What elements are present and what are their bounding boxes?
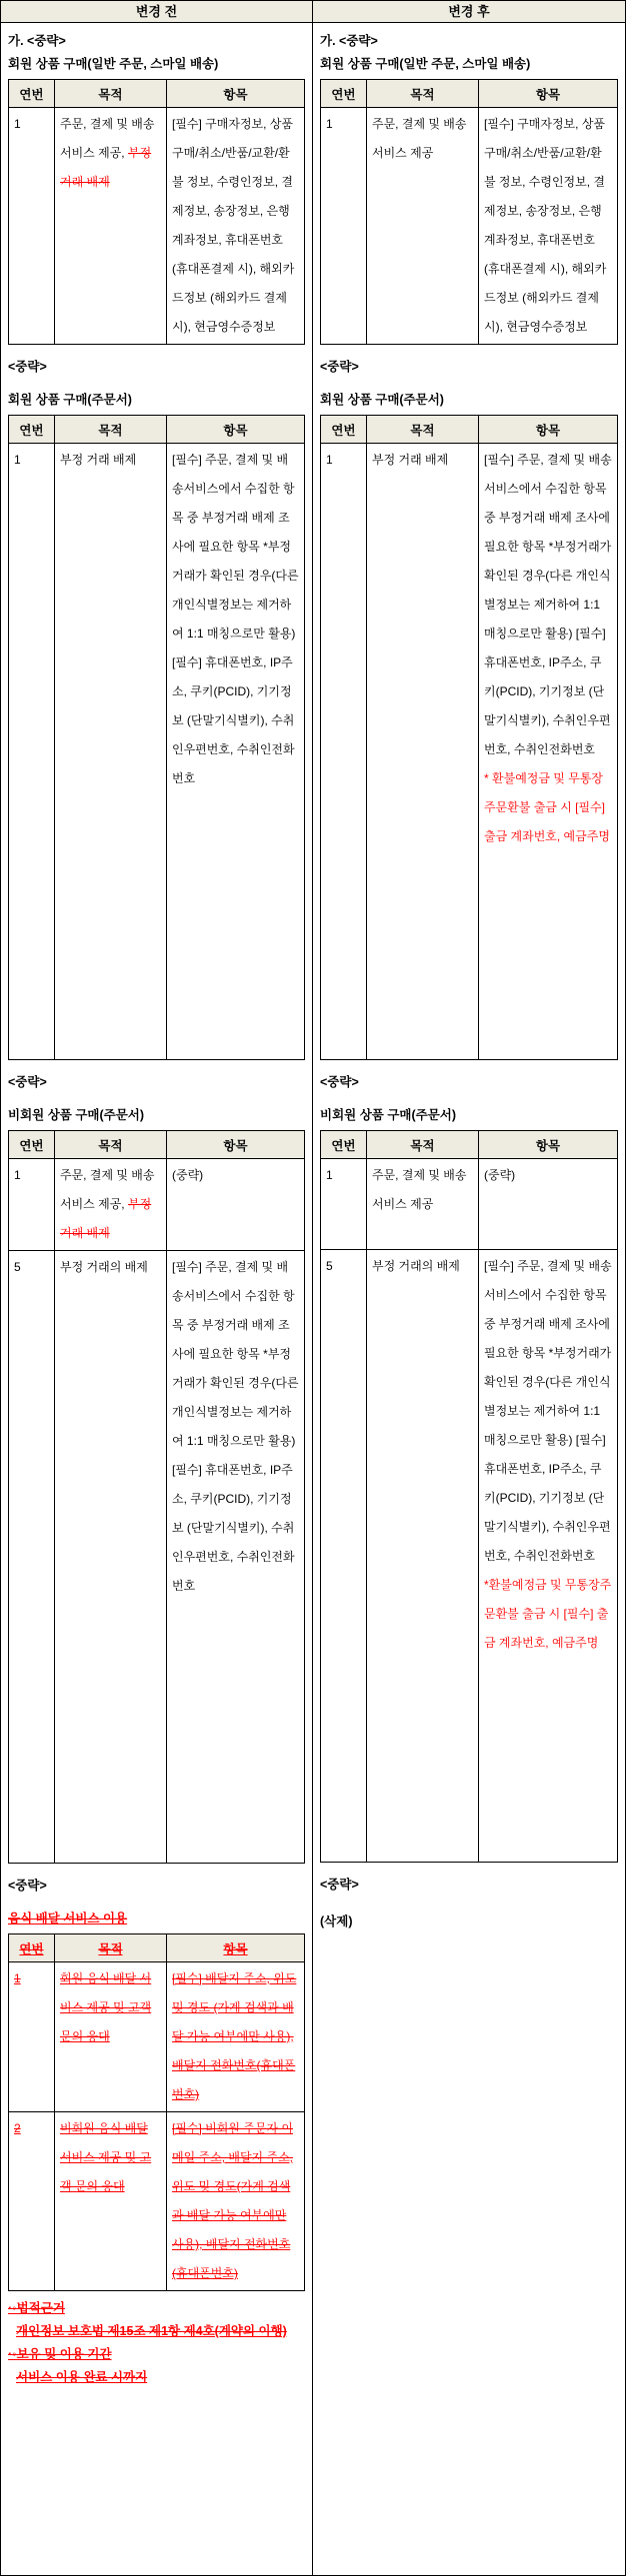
table-row: [9, 1962, 305, 2112]
ellipsis-line: <중략>: [8, 1075, 47, 1089]
col-header-no: 연번: [321, 80, 367, 108]
cell-no: 1: [321, 444, 367, 1060]
table-row: [9, 2112, 305, 2291]
section-title-food-delivery-deleted: 음식 배달 서비스 이용: [8, 1912, 128, 1926]
items-added-text: *환불예정금 및 무통장주문환불 출금 시 [필수] 출금 계좌번호, 예금주명: [484, 1578, 612, 1650]
purpose-deleted-text: 부정 거래 배제: [60, 1197, 152, 1240]
ellipsis-line: <중략>: [8, 1879, 47, 1893]
purpose-text: 주문, 결제 및 배송 서비스 제공,: [60, 1168, 155, 1211]
col-header-no: 연번: [321, 416, 367, 444]
col-header-no: 연번: [9, 1131, 55, 1159]
cell-purpose: 부정 거래 배제: [55, 444, 167, 1060]
table-header-row: [321, 80, 618, 108]
ellipsis-line: <중략>: [320, 1075, 359, 1089]
section-title-nonmember-order: 비회원 상품 구매(주문서): [8, 1108, 145, 1122]
cell-purpose: 주문, 결제 및 배송 서비스 제공: [367, 1159, 479, 1250]
deleted-marker: (삭제): [320, 1915, 353, 1929]
cell-no: 1: [9, 108, 55, 345]
table-row: [9, 1251, 305, 1864]
section-title-member-smile: 회원 상품 구매(일반 주문, 스마일 배송): [320, 57, 531, 71]
table-header-row: [321, 416, 618, 444]
table-row: [9, 444, 305, 1060]
cell-purpose: 부정 거래의 배제: [367, 1250, 479, 1863]
cell-no: 2: [9, 2112, 55, 2291]
legal-basis-deleted-block: [8, 2297, 305, 2389]
before-column-body: [1, 23, 312, 2393]
cell-no: 1: [321, 108, 367, 345]
col-header-no: 연번: [321, 1131, 367, 1159]
col-header-purpose: 목적: [55, 80, 167, 108]
cell-items: (중략): [479, 1159, 618, 1250]
table-header-row: [9, 1934, 305, 1962]
col-header-items: 항목: [167, 416, 305, 444]
col-header-purpose: 목적: [367, 80, 479, 108]
purpose-deleted-text: 부정 거래 배제: [60, 146, 152, 189]
ellipsis-line: <중략>: [320, 360, 359, 374]
table-member-order-before: [8, 415, 305, 1060]
cell-purpose: [55, 108, 167, 345]
table-header-row: [9, 416, 305, 444]
cell-purpose: [55, 1159, 167, 1251]
cell-items: [필수] 주문, 결제 및 배송서비스에서 수집한 항목 중 부정거래 배제 조사에 필요한 항목 *부정거래가 확인된 경우(다른 개인식별정보는 제거하여 1:1 매칭으로만 활용) [필수] 휴대폰번호, IP주소, 쿠키(PCID), 기기정보 (단말기식별키), 수취인우편번호, 수취인전화번호: [167, 444, 305, 1060]
items-text: [필수] 주문, 결제 및 배송서비스에서 수집한 항목 중 부정거래 배제 조사에 필요한 항목 *부정거래가 확인된 경우(다른 개인식별정보는 제거하여 1:1 매칭으로만 활용) [필수] 휴대폰번호, IP주소, 쿠키(PCID), 기기정보 (단말기식별키), 수취인우편번호, 수취인전화번호: [484, 453, 612, 756]
col-header-items: 항목: [167, 80, 305, 108]
intro-line: 가. <중략>: [8, 34, 66, 48]
table-nonmember-order-before: [8, 1130, 305, 1864]
before-column: [1, 1, 313, 2575]
cell-items: [479, 1250, 618, 1863]
col-header-items: 항목: [479, 80, 618, 108]
cell-items: [필수] 구매자정보, 상품 구매/취소/반품/교환/환불 정보, 수령인정보, 결제정보, 송장정보, 은행계좌정보, 휴대폰번호 (휴대폰결제 시), 해외카드정보 (해외카드 결제 시), 현금영수증정보: [167, 108, 305, 345]
col-header-items: 항목: [479, 416, 618, 444]
items-added-text: * 환불예정금 및 무통장주문환불 출금 시 [필수] 출금 계좌번호, 예금주명: [484, 771, 610, 843]
cell-items: [필수] 배달지 주소, 위도 및 경도 (가게 검색과 배달 가능 여부에만 사용), 배달지 전화번호(휴대폰번호): [167, 1962, 305, 2112]
col-header-no: 연번: [9, 416, 55, 444]
col-header-purpose: 목적: [55, 1934, 167, 1962]
before-column-header: 변경 전: [1, 1, 312, 23]
table-row: [321, 1159, 618, 1250]
col-header-purpose: 목적: [367, 416, 479, 444]
table-header-row: [321, 1131, 618, 1159]
cell-items: (중략): [167, 1159, 305, 1251]
cell-purpose: 회원 음식 배달 서비스 제공 및 고객 문의 응대: [55, 1962, 167, 2112]
col-header-no: 연번: [9, 1934, 55, 1962]
items-text: [필수] 주문, 결제 및 배송서비스에서 수집한 항목 중 부정거래 배제 조사에 필요한 항목 *부정거래가 확인된 경우(다른 개인식별정보는 제거하여 1:1 매칭으로만 활용) [필수] 휴대폰번호, IP주소, 쿠키(PCID), 기기정보 (단말기식별키), 수취인우편번호, 수취인전화번호: [484, 1259, 612, 1563]
table-header-row: [9, 1131, 305, 1159]
section-title-member-order: 회원 상품 구매(주문서): [320, 393, 444, 407]
col-header-purpose: 목적: [367, 1131, 479, 1159]
after-column-header: 변경 후: [313, 1, 625, 23]
section-title-member-smile: 회원 상품 구매(일반 주문, 스마일 배송): [8, 57, 219, 71]
ellipsis-line: <중략>: [8, 360, 47, 374]
table-member-order-after: [320, 415, 618, 1060]
ellipsis-line: <중략>: [320, 1878, 359, 1892]
table-member-smile-after: [320, 79, 618, 345]
section-title-member-order: 회원 상품 구매(주문서): [8, 393, 132, 407]
cell-no: 1: [321, 1159, 367, 1250]
after-column: [313, 1, 625, 2575]
cell-no: 1: [9, 1159, 55, 1251]
cell-items: [필수] 구매자정보, 상품 구매/취소/반품/교환/환불 정보, 수령인정보, 결제정보, 송장정보, 은행계좌정보, 휴대폰번호 (휴대폰결제 시), 해외카드정보 (해외카드 결제 시), 현금영수증정보: [479, 108, 618, 345]
cell-items: [479, 444, 618, 1060]
col-header-purpose: 목적: [55, 1131, 167, 1159]
table-member-smile-before: [8, 79, 305, 345]
table-nonmember-order-after: [320, 1130, 618, 1863]
cell-no: 5: [321, 1250, 367, 1863]
cell-purpose: 비회원 음식 배달 서비스 제공 및 고객 문의 응대: [55, 2112, 167, 2291]
cell-no: 1: [9, 1962, 55, 2112]
cell-no: 5: [9, 1251, 55, 1864]
table-row: [321, 108, 618, 345]
cell-items: [필수] 비회원 주문자 이메일 주소, 배달지 주소, 위도 및 경도(가게 검색과 배달 가능 여부에만 사용), 배달지 전화번호(휴대폰번호): [167, 2112, 305, 2291]
cell-no: 1: [9, 444, 55, 1060]
cell-purpose: 부정 거래 배제: [367, 444, 479, 1060]
purpose-text: 주문, 결제 및 배송 서비스 제공,: [60, 117, 155, 160]
section-title-nonmember-order: 비회원 상품 구매(주문서): [320, 1108, 457, 1122]
table-food-delivery-deleted: [8, 1933, 305, 2291]
table-header-row: [9, 80, 305, 108]
table-row: [321, 1250, 618, 1863]
col-header-items: 항목: [167, 1934, 305, 1962]
table-row: [9, 1159, 305, 1251]
cell-purpose: 주문, 결제 및 배송 서비스 제공: [367, 108, 479, 345]
cell-items: [필수] 주문, 결제 및 배송서비스에서 수집한 항목 중 부정거래 배제 조사에 필요한 항목 *부정거래가 확인된 경우(다른 개인식별정보는 제거하여 1:1 매칭으로만 활용) [필수] 휴대폰번호, IP주소, 쿠키(PCID), 기기정보 (단말기식별키), 수취인우편번호, 수취인전화번호: [167, 1251, 305, 1864]
table-row: [321, 444, 618, 1060]
after-column-body: [313, 23, 625, 1936]
col-header-items: 항목: [167, 1131, 305, 1159]
legal-line: ·◦보유 및 이용 기간: [8, 2347, 112, 2361]
legal-line: 서비스 이용 완료 시까지: [16, 2370, 148, 2384]
table-row: [9, 108, 305, 345]
legal-line: ·◦법적근거: [8, 2301, 65, 2315]
col-header-purpose: 목적: [55, 416, 167, 444]
col-header-items: 항목: [479, 1131, 618, 1159]
col-header-no: 연번: [9, 80, 55, 108]
intro-line: 가. <중략>: [320, 34, 378, 48]
cell-purpose: 부정 거래의 배제: [55, 1251, 167, 1864]
legal-line: 개인정보 보호법 제15조 제1항 제4호(계약의 이행): [16, 2324, 287, 2338]
